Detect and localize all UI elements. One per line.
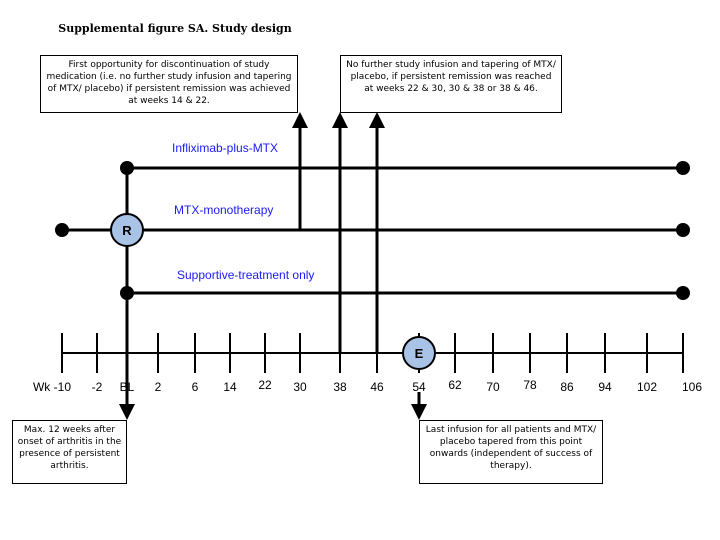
tapering-note-box: No further study infusion and tapering of MTX/ placebo, if persistent remission was reached at weeks 22 & 30, 30 & 38 or 38 & 46.: [340, 55, 562, 113]
timeline-tick-label: BL: [119, 380, 135, 394]
arm-label-supportive: Supportive-treatment only: [177, 268, 315, 282]
timeline-tick-label: 22: [258, 378, 272, 392]
end-marker: [403, 337, 435, 369]
timeline-tick-label: 38: [333, 380, 347, 394]
timeline-tick-label: 2: [154, 380, 162, 394]
dot-mtx-end: [676, 223, 690, 237]
figure-title: Supplemental figure SA. Study design: [58, 22, 292, 35]
timeline-tick-label: 106: [681, 380, 703, 394]
discontinuation-note-box: First opportunity for discontinuation of study medication (i.e. no further study infusion and tapering of MTX/ placebo) if persistent remission was achieved at weeks 14 & 22.: [40, 55, 298, 113]
arm-label-mtx-monotherapy: MTX-monotherapy: [174, 203, 274, 217]
timeline-tick-label: 86: [560, 380, 574, 394]
arrowhead-down-week-54: [411, 404, 427, 420]
arm-label-infliximab: Infliximab-plus-MTX: [172, 141, 279, 155]
randomization-label: R: [122, 223, 132, 238]
randomization-marker: [111, 214, 143, 246]
arrowhead-week-30: [369, 112, 385, 128]
timeline-tick-label: Wk -10: [32, 380, 71, 394]
timeline-tick-label: 70: [486, 380, 500, 394]
timeline-tick-label: 62: [448, 378, 462, 392]
timeline-tick-label: 102: [636, 380, 658, 394]
dot-infliximab-end: [676, 161, 690, 175]
dot-mtx-start: [55, 223, 69, 237]
timeline-tick-label: 54: [412, 380, 426, 394]
arrowhead-week-22: [332, 112, 348, 128]
end-label: E: [414, 346, 424, 361]
timeline-tick-label: 78: [523, 378, 537, 392]
timeline-tick-label: 14: [223, 380, 237, 394]
dot-infliximab-start: [120, 161, 134, 175]
timeline-tick-label: 30: [293, 380, 307, 394]
arrowhead-week-14: [292, 112, 308, 128]
timeline-tick-label: 46: [370, 380, 384, 394]
max-weeks-note-box: Max. 12 weeks after onset of arthritis in the presence of persistent arthritis.: [12, 420, 127, 484]
timeline-tick-label: -2: [91, 380, 103, 394]
timeline-tick-label: 6: [191, 380, 199, 394]
last-infusion-note-box: Last infusion for all patients and MTX/ placebo tapered from this point onwards (independent of success of therapy).: [419, 420, 603, 484]
dot-supportive-end: [676, 286, 690, 300]
dot-supportive-start: [120, 286, 134, 300]
timeline-tick-label: 94: [598, 380, 612, 394]
arrowhead-down-baseline: [119, 404, 135, 420]
